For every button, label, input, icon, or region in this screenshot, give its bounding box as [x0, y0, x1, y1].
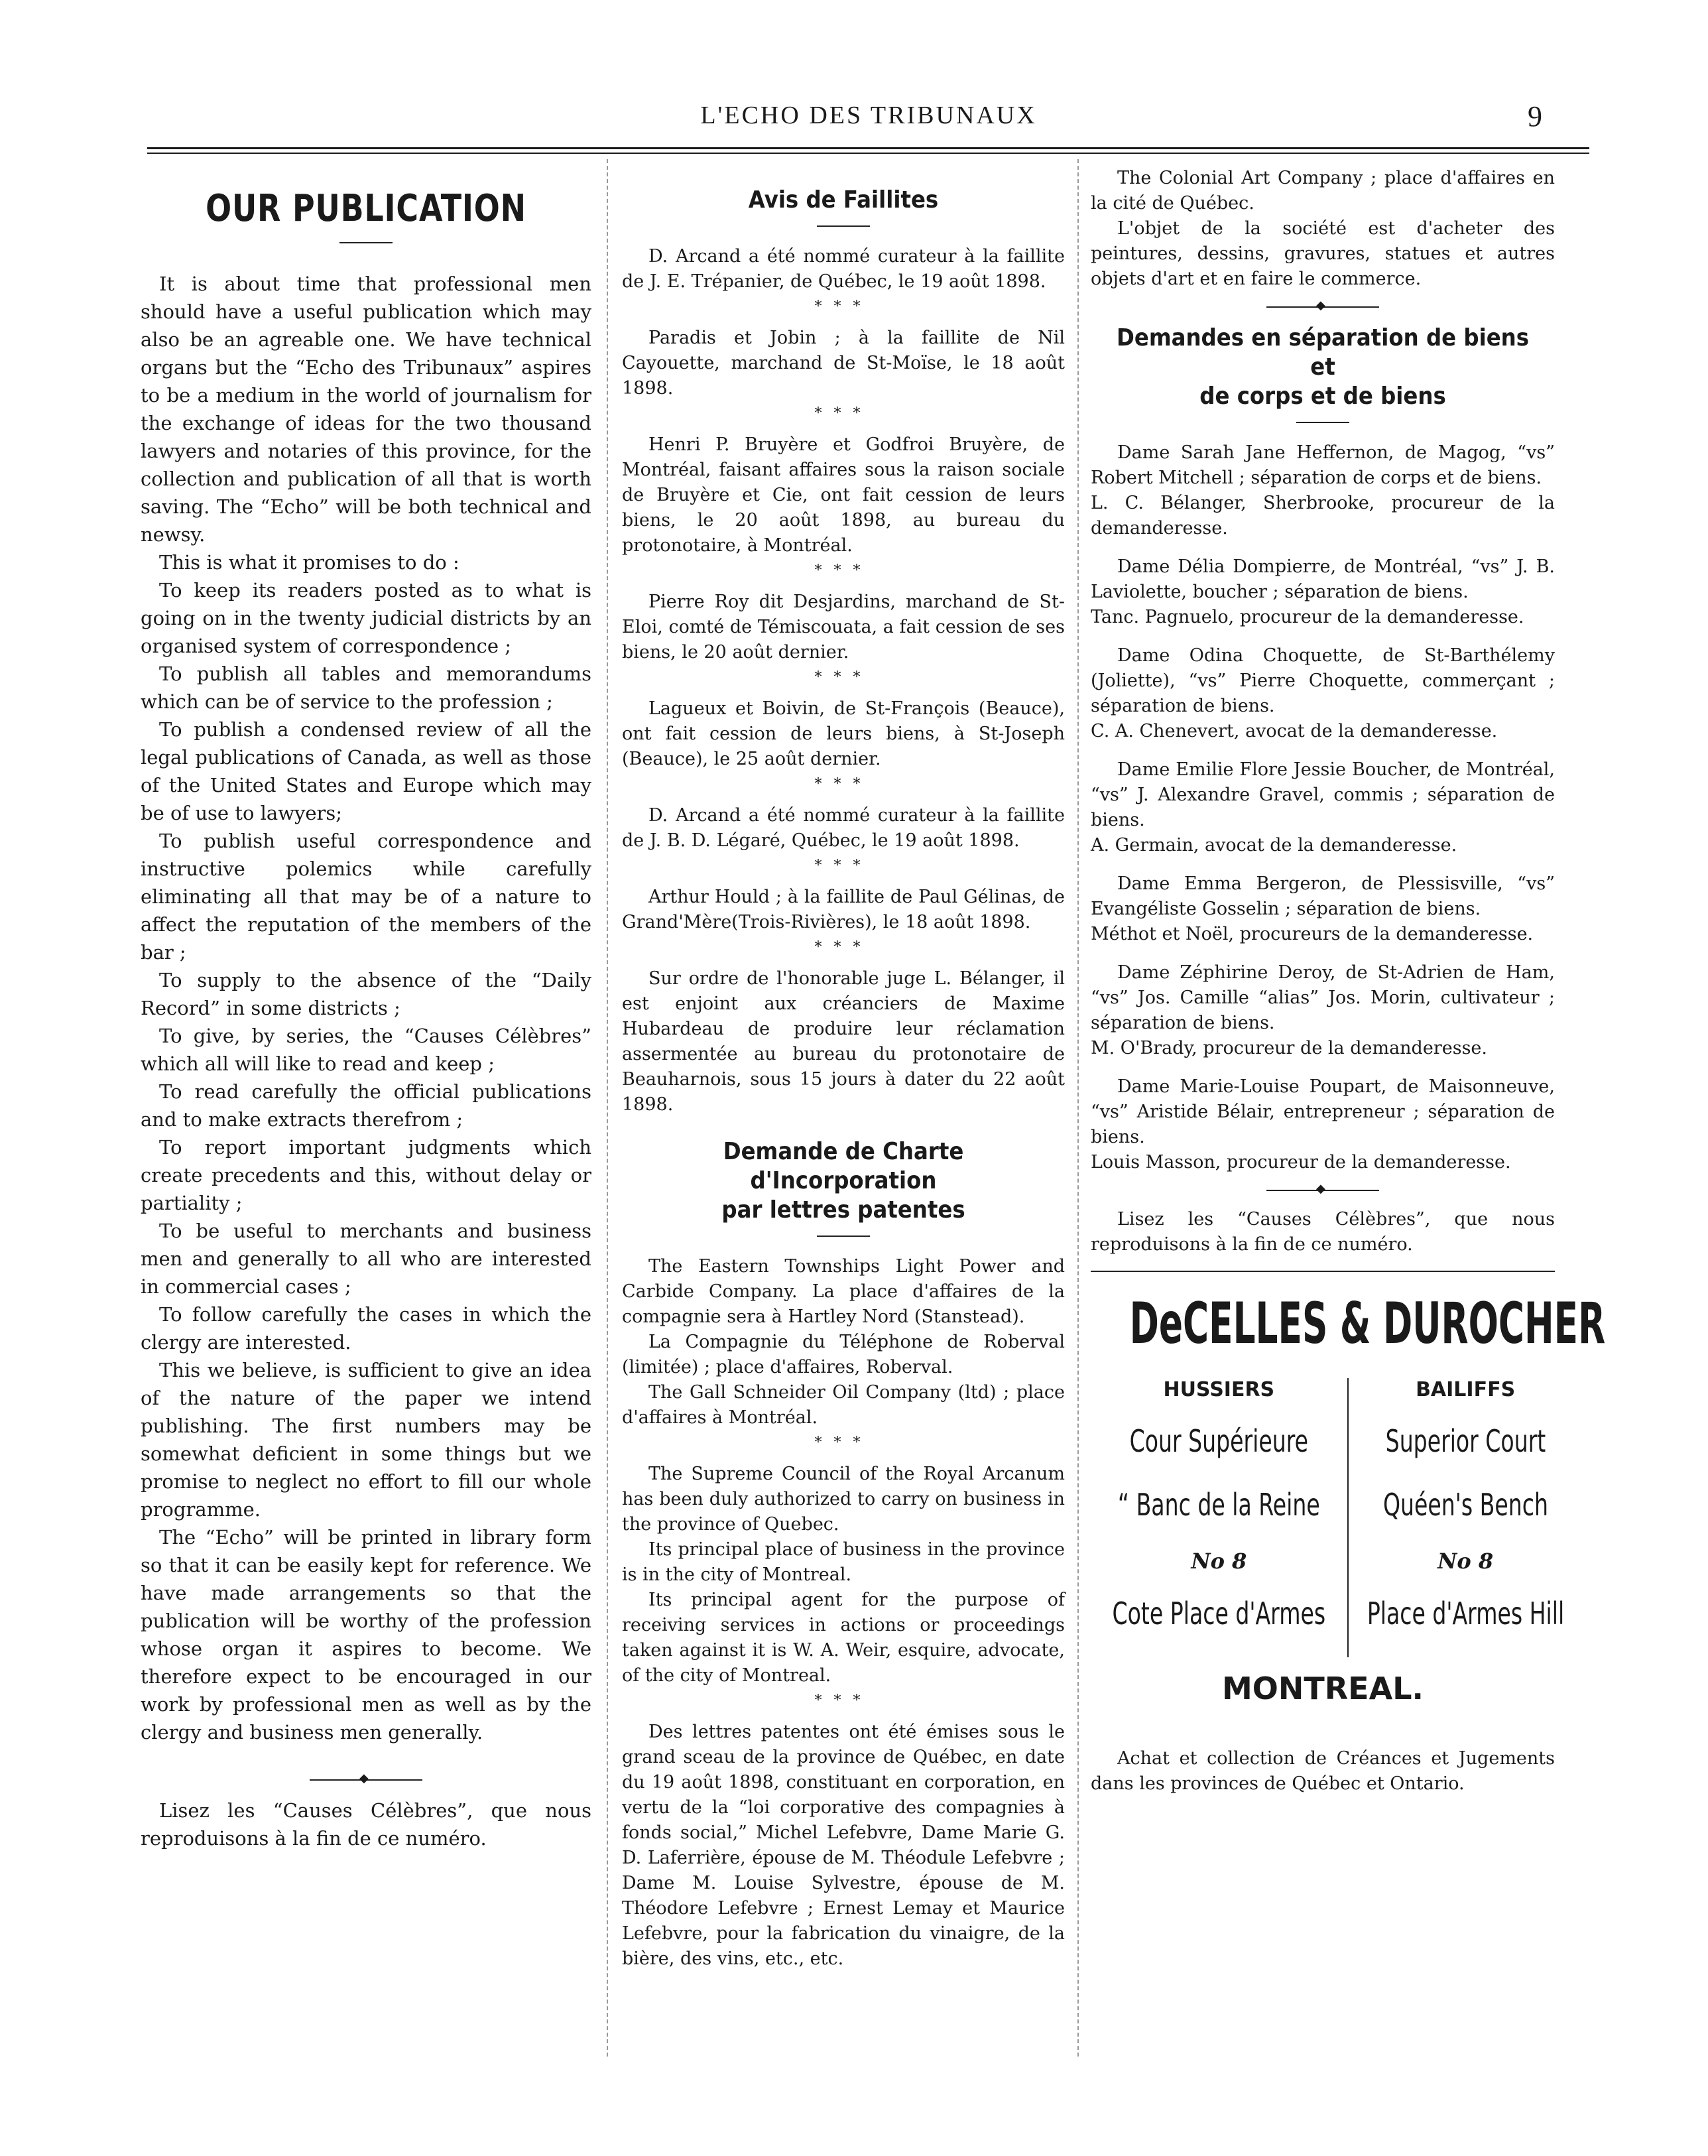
paragraph: To supply to the absence of the “Daily Record” in some districts ;: [141, 969, 591, 1019]
ad-right-english: [1347, 1378, 1583, 1657]
separation-text: Dame Odina Choquette, de St-Barthélemy (Joliette), “vs” Pierre Choquette, commerçant ; séparation de biens.: [1091, 645, 1555, 716]
separation-entry: [1091, 960, 1555, 1061]
header-rule: [147, 147, 1589, 149]
separation-entry: [1091, 440, 1555, 541]
ad-city: MONTREAL.: [1222, 1671, 1424, 1706]
separator-stars: ***: [814, 1434, 873, 1451]
paragraph: To publish a condensed review of all the legal publications of Canada, as well as those of the United States and Europe which may be of use to lawyers;: [141, 718, 591, 824]
separation-text: Dame Sarah Jane Heffernon, de Magog, “vs” Robert Mitchell ; séparation de corps et de biens.: [1091, 442, 1555, 488]
separation-text: Dame Marie-Louise Poupart, de Maisonneuve, “vs” Aristide Bélair, entrepreneur ; séparation de biens.: [1091, 1076, 1555, 1147]
notice: The Gall Schneider Oil Company (ltd) ; place d'affaires à Montréal.: [622, 1382, 1065, 1428]
notice: D. Arcand a été nommé curateur à la faillite de J. B. D. Légaré, Québec, le 19 août 1898.: [622, 805, 1065, 851]
notice: Henri P. Bruyère et Godfroi Bruyère, de Montréal, faisant affaires sous la raison sociale de Bruyère et Cie, ont fait cession de leurs biens, le 20 août 1898, au bureau du protonotaire, à Montréal.: [622, 434, 1065, 556]
title-rule: [817, 1236, 870, 1237]
title-rule: [339, 242, 393, 243]
separator-stars: ***: [814, 669, 873, 686]
ad-left-bench: “ Banc de la Reine: [1117, 1487, 1320, 1523]
notice: The Colonial Art Company ; place d'affaires en la cité de Québec.: [1091, 168, 1555, 214]
attorney: L. C. Bélanger, Sherbrooke, procureur de la demanderesse.: [1091, 493, 1555, 539]
column-separations: [1091, 166, 1606, 1797]
advertisement-decelles-durocher: [1091, 1271, 1606, 1797]
separation-text: Dame Emilie Flore Jessie Boucher, de Montréal, “vs” J. Alexandre Gravel, commis ; séparation de biens.: [1091, 759, 1555, 830]
section-subtitle-separation: de corps et de biens: [1199, 383, 1446, 410]
separator-stars: ***: [814, 298, 873, 315]
ad-left-court: Cour Supérieure: [1129, 1423, 1309, 1459]
separation-entry: [1091, 757, 1555, 858]
title-rule: [1296, 422, 1349, 423]
paragraph: It is about time that professional men should have a useful publication which may also be an agreable one. We have technical organs but the “Echo des Tribunaux” aspires to be a medium in the world of journalism for the exchange of ideas for the two thousand lawyers and notaries of this province, for the collection and publication of all that is worth saving. The “Echo” will be both technical and newsy.: [141, 273, 591, 546]
section-title-separation: Demandes en séparation de biens et: [1116, 324, 1530, 381]
attorney: A. Germain, avocat de la demanderesse.: [1091, 835, 1457, 856]
ornament-rule: [1266, 1190, 1379, 1191]
notice: La Compagnie du Téléphone de Roberval (limitée) ; place d'affaires, Roberval.: [622, 1332, 1065, 1377]
ad-right-bench: Quéen's Bench: [1382, 1487, 1548, 1523]
separator-stars: ***: [814, 1692, 873, 1709]
notice: Paradis et Jobin ; à la faillite de Nil Cayouette, marchand de St-Moïse, le 18 août 1898.: [622, 328, 1065, 399]
notice: The Eastern Townships Light Power and Carbide Company. La place d'affaires de la compagnie sera à Hartley Nord (Stanstead).: [622, 1256, 1065, 1327]
column-faillites: [622, 166, 1065, 1972]
attorney: Tanc. Pagnuelo, procureur de la demanderesse.: [1091, 607, 1524, 627]
ad-left-number: No 8: [1191, 1549, 1247, 1574]
footer-note: Lisez les “Causes Célèbres”, que nous reproduisons à la fin de ce numéro.: [141, 1799, 591, 1850]
notice: Sur ordre de l'honorable juge L. Bélanger, il est enjoint aux créanciers de Maxime Hubardeau de produire leur réclamation assermentée au bureau du protonotaire de Beauharnois, sous 15 jours à dater du 22 août 1898.: [622, 968, 1065, 1115]
ad-right-heading: BAILIFFS: [1416, 1378, 1516, 1401]
attorney: Méthot et Noël, procureurs de la demanderesse.: [1091, 924, 1534, 944]
attorney: M. O'Brady, procureur de la demanderesse.: [1091, 1038, 1487, 1058]
paragraph: This we believe, is sufficient to give an idea of the nature of the paper we intend publishing. The first numbers may be somewhat deficient in some things but we promise to neglect no effort to fill our whole programme.: [141, 1359, 591, 1521]
ad-two-columns: [1091, 1378, 1564, 1657]
notice: Its principal place of business in the province is in the city of Montreal.: [622, 1539, 1065, 1585]
paragraph: To keep its readers posted as to what is going on in the twenty judicial districts by an organised system of correspondence ;: [141, 579, 591, 657]
separator-stars: ***: [814, 405, 873, 422]
attorney: C. A. Chenevert, avocat de la demanderesse.: [1091, 721, 1498, 741]
page-number: 9: [1528, 100, 1542, 133]
paragraph: The “Echo” will be printed in library form so that it can be easily kept for reference. We have made arrangements so that the publication will be worthy of the profession whose organ it aspires to become. We therefore expect to be encouraged in our work by professional men as well as by the clergy and business men generally.: [141, 1526, 591, 1744]
section-subtitle-charte: par lettres patentes: [721, 1196, 965, 1224]
paragraph: To publish all tables and memorandums which can be of service to the profession ;: [141, 663, 591, 713]
notice: D. Arcand a été nommé curateur à la faillite de J. E. Trépanier, de Québec, le 19 août 1898.: [622, 246, 1065, 292]
paragraph: This is what it promises to do :: [159, 551, 459, 574]
paragraph: To give, by series, the “Causes Célèbres” which all will like to read and keep ;: [141, 1025, 591, 1075]
section-title-charte: Demande de Charte d'Incorporation: [723, 1138, 964, 1194]
notice: Des lettres patentes ont été émises sous le grand sceau de la province de Québec, en date du 19 août 1898, constituant en corporation, en vertu de la “loi corporative des compagnies à fonds social,” Michel Lefebvre, Dame Marie G. D. Laferrière, épouse de M. Théodule Lefebvre ; Dame M. Louise Sylvestre, épouse de M. Théodore Lefebvre ; Ernest Lemay et Maurice Lefebvre, pour la fabrication du vinaigre, de la bière, des vins, etc., etc.: [622, 1722, 1065, 1969]
notice: Arthur Hould ; à la faillite de Paul Gélinas, de Grand'Mère(Trois-Rivières), le 18 août 1898.: [622, 887, 1065, 932]
ornament-rule: [310, 1779, 422, 1781]
separator-stars: ***: [814, 776, 873, 793]
column-divider: [607, 159, 608, 2057]
paragraph: To report important judgments which create precedents and this, without delay or partiality ;: [141, 1136, 591, 1214]
paragraph: To publish useful correspondence and instructive polemics while carefully eliminating all that may be of a nature to affect the reputation of the members of the bar ;: [141, 830, 591, 964]
separator-stars: ***: [814, 939, 873, 956]
separation-text: Dame Emma Bergeron, de Plessisville, “vs” Evangéliste Gosselin ; séparation de biens.: [1091, 873, 1555, 919]
ad-tagline: Achat et collection de Créances et Jugements dans les provinces de Québec et Ontario.: [1091, 1748, 1555, 1794]
ad-right-address: Place d'Armes Hill: [1367, 1596, 1564, 1631]
separation-entry: [1091, 554, 1555, 630]
separation-text: Dame Zéphirine Deroy, de St-Adrien de Ham, “vs” Jos. Camille “alias” Jos. Morin, cultivateur ; séparation de biens.: [1091, 962, 1555, 1033]
separation-entry: [1091, 643, 1555, 744]
separation-entry: [1091, 871, 1555, 947]
separator-stars: ***: [814, 857, 873, 874]
title-rule: [817, 225, 870, 227]
attorney: Louis Masson, procureur de la demanderesse.: [1091, 1152, 1511, 1173]
causes-celebres-note: Lisez les “Causes Célèbres”, que nous reproduisons à la fin de ce numéro.: [1091, 1209, 1555, 1255]
separation-entry: [1091, 1074, 1555, 1175]
paragraph: To be useful to merchants and business men and generally to all who are interested in commercial cases ;: [141, 1220, 591, 1298]
notice: Its principal agent for the purpose of receiving services in actions or proceedings taken against it is W. A. Weir, esquire, advocate, of the city of Montreal.: [622, 1590, 1065, 1686]
ad-right-court: Superior Court: [1385, 1423, 1546, 1459]
separation-text: Dame Délia Dompierre, de Montréal, “vs” J. B. Laviolette, boucher ; séparation de biens.: [1091, 556, 1555, 602]
ad-right-number: No 8: [1437, 1549, 1494, 1574]
header-rule-2: [147, 153, 1589, 154]
paragraph: To follow carefully the cases in which the clergy are interested.: [141, 1303, 591, 1354]
article-title: OUR PUBLICATION: [206, 187, 526, 230]
separator-stars: ***: [814, 562, 873, 579]
ad-left-french: [1091, 1378, 1347, 1657]
notice: Pierre Roy dit Desjardins, marchand de St-Eloi, comté de Témiscouata, a fait cession de ses biens, le 20 août dernier.: [622, 592, 1065, 663]
notice: L'objet de la société est d'acheter des peintures, dessins, gravures, statues et autres objets d'art et en faire le commerce.: [1091, 218, 1555, 289]
ornament-rule: [1266, 306, 1379, 308]
paragraph: To read carefully the official publications and to make extracts therefrom ;: [141, 1080, 591, 1131]
notice: The Supreme Council of the Royal Arcanum has been duly authorized to carry on business in the province of Quebec.: [622, 1464, 1065, 1535]
ad-left-address: Cote Place d'Armes: [1112, 1596, 1326, 1631]
notice: Lagueux et Boivin, de St-François (Beauce), ont fait cession de leurs biens, à St-Joseph (Beauce), le 25 août dernier.: [622, 698, 1065, 769]
column-divider: [1077, 159, 1079, 2057]
ad-firm-name: DeCELLES & DUROCHER: [1129, 1291, 1606, 1357]
column-our-publication: [141, 166, 591, 1852]
section-title-faillites: Avis de Faillites: [748, 186, 939, 214]
ad-left-heading: HUSSIERS: [1163, 1378, 1275, 1401]
running-header: L'ECHO DES TRIBUNAUX: [700, 101, 1037, 129]
